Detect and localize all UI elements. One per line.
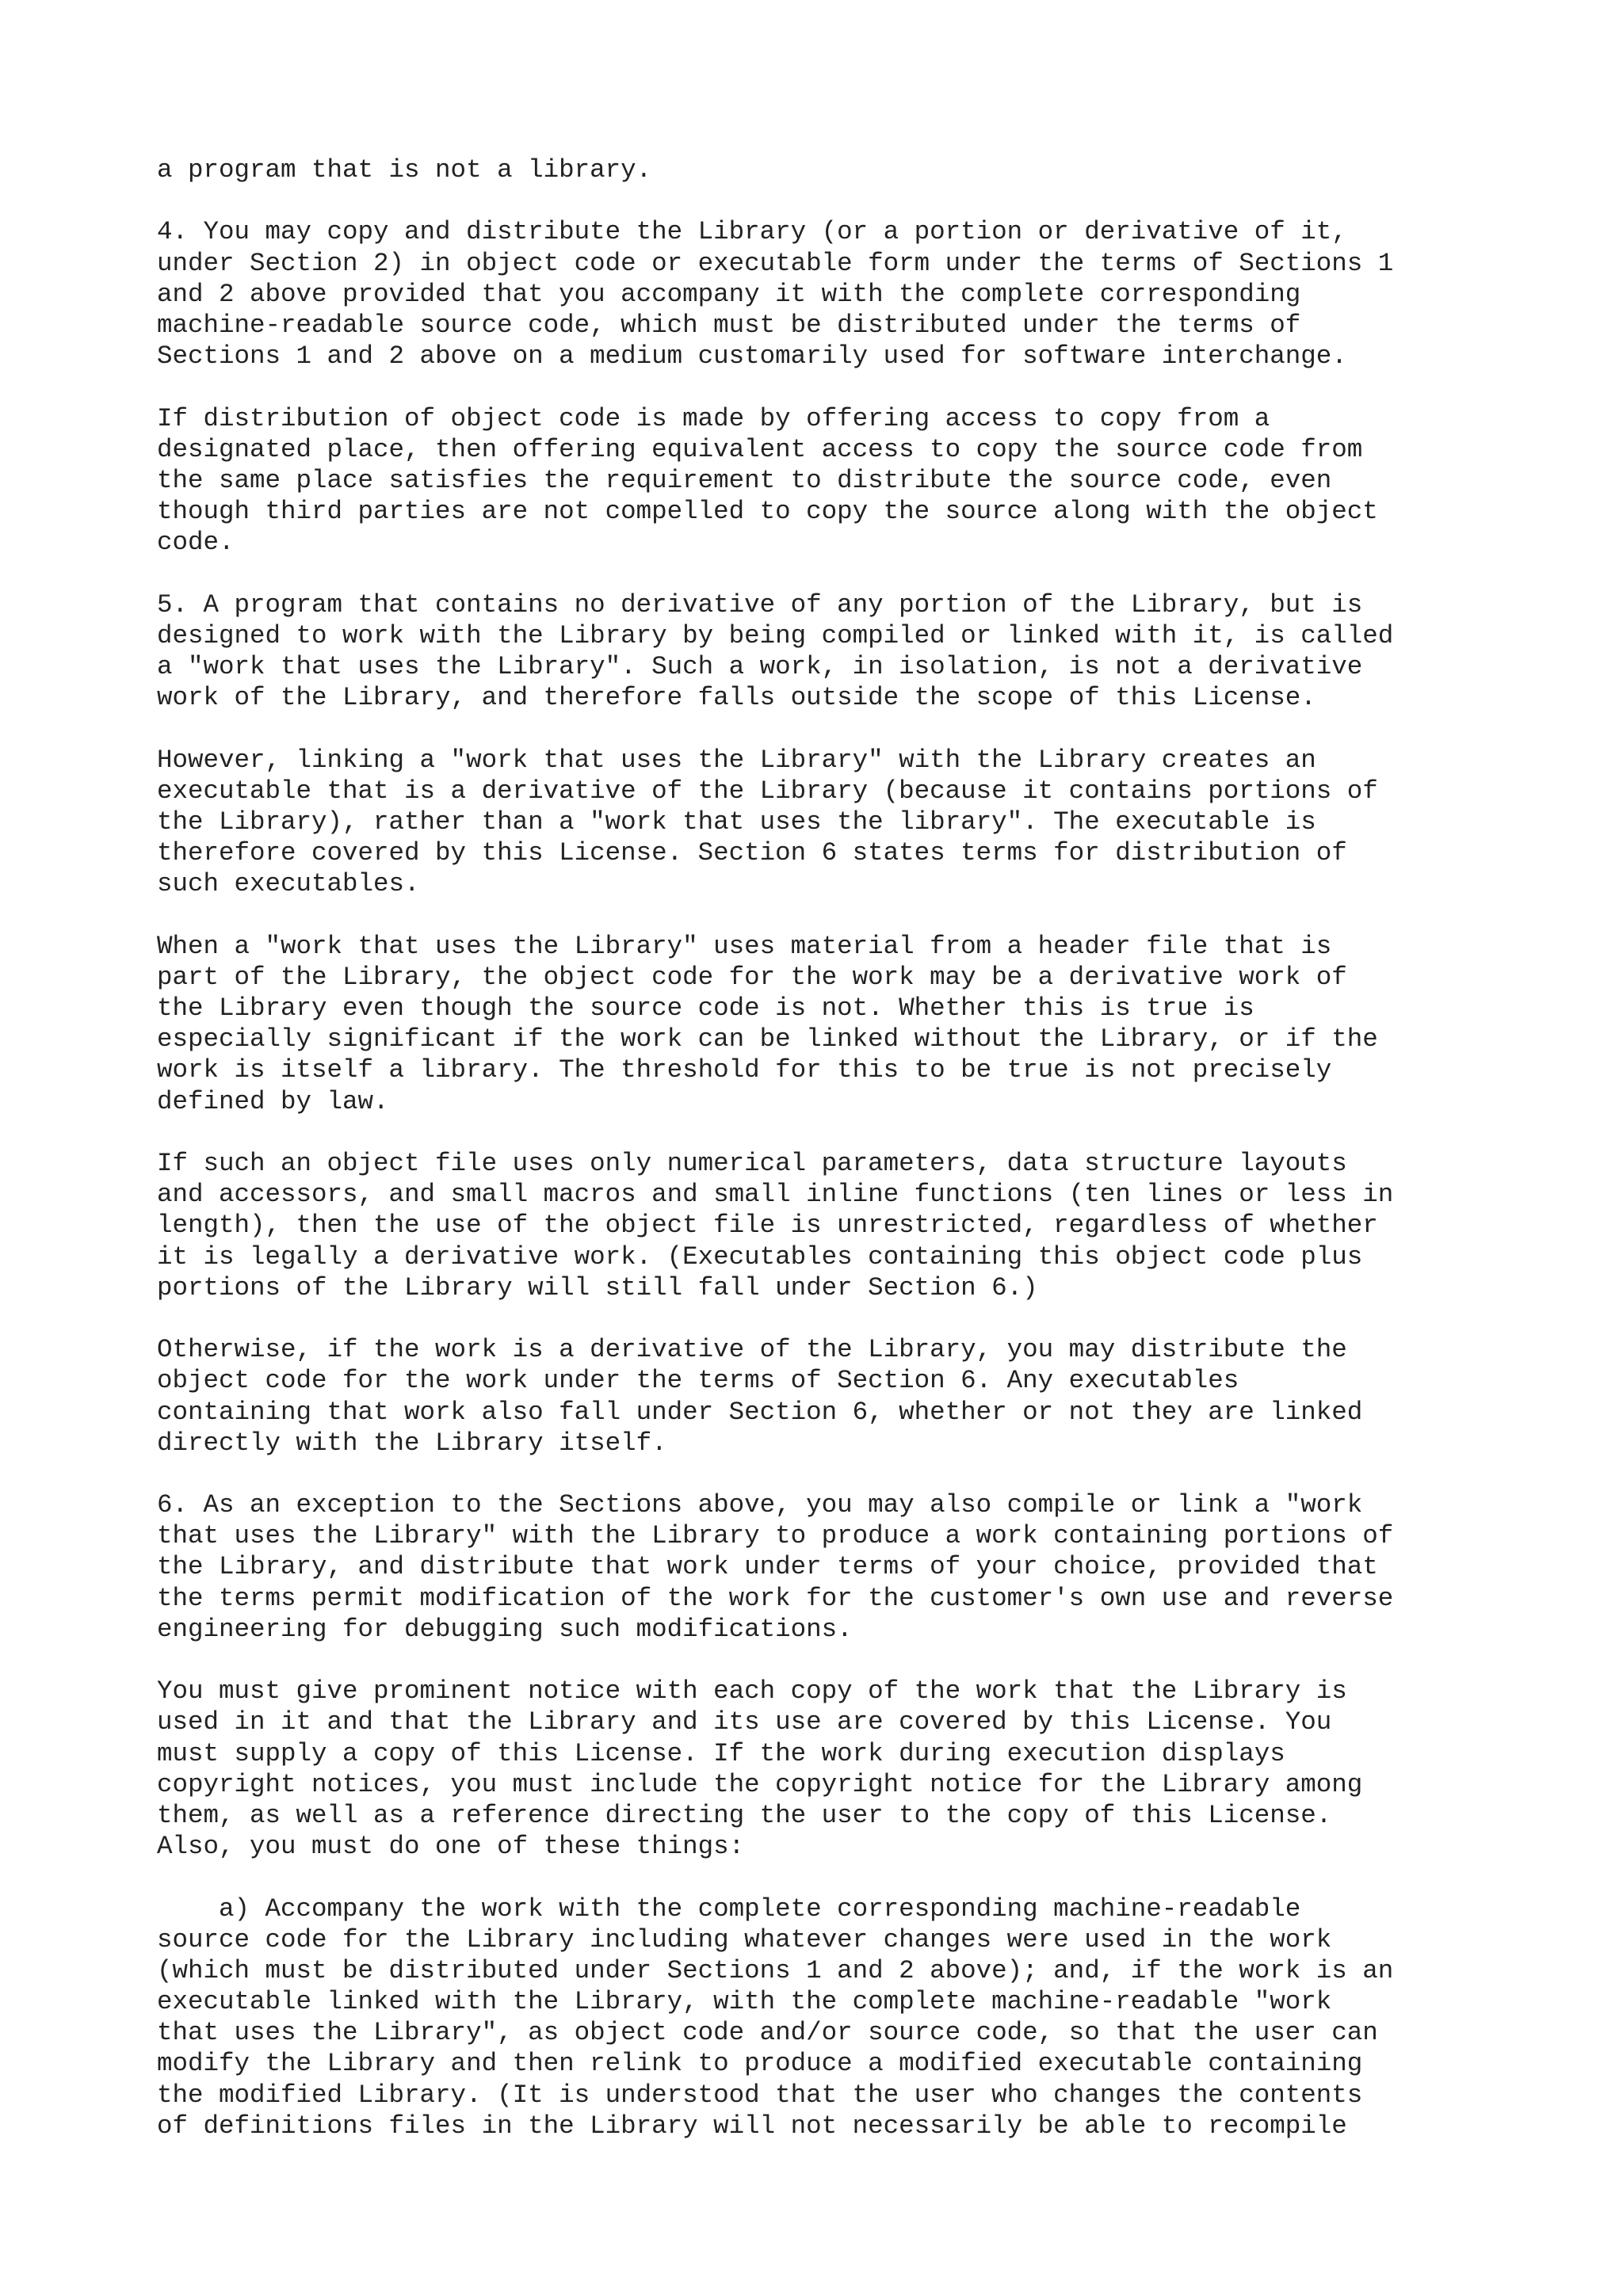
text-line: the Library), rather than a "work that uses the library". The executable is: [157, 807, 1316, 837]
text-line: Otherwise, if the work is a derivative of the Library, you may distribute the: [157, 1335, 1347, 1365]
paragraph: [157, 216, 1520, 372]
text-line: that uses the Library" with the Library to produce a work containing portions of: [157, 1521, 1394, 1551]
text-line: the modified Library. (It is understood that the user who changes the contents: [157, 2080, 1363, 2110]
text-line: object code for the work under the terms of Section 6. Any executables: [157, 1366, 1239, 1396]
text-line: that uses the Library", as object code and/or source code, so that the user can: [157, 2018, 1378, 2048]
text-line: used in it and that the Library and its use are covered by this License. You: [157, 1707, 1332, 1737]
paragraph: [157, 154, 1520, 185]
text-line: However, linking a "work that uses the Library" with the Library creates an: [157, 745, 1316, 775]
text-line: them, as well as a reference directing the user to the copy of this License.: [157, 1800, 1332, 1830]
text-line: If distribution of object code is made by offering access to copy from a: [157, 403, 1270, 433]
text-line: a) Accompany the work with the complete corresponding machine-readable: [157, 1894, 1301, 1924]
text-line: work is itself a library. The threshold for this to be true is not precisely: [157, 1055, 1332, 1085]
text-line: (which must be distributed under Sections 1 and 2 above); and, if the work is an: [157, 1955, 1394, 1985]
text-line: designed to work with the Library by being compiled or linked with it, is called: [157, 620, 1394, 650]
text-line: the terms permit modification of the work for the customer's own use and reverse: [157, 1583, 1394, 1613]
paragraph: [157, 589, 1520, 714]
paragraph: [157, 1148, 1520, 1303]
paragraph: [157, 1676, 1520, 1862]
text-line: and 2 above provided that you accompany it with the complete corresponding: [157, 279, 1301, 309]
text-line: such executables.: [157, 869, 420, 899]
text-line: and accessors, and small macros and small inline functions (ten lines or less in: [157, 1180, 1394, 1210]
text-line: length), then the use of the object file is unrestricted, regardless of whether: [157, 1211, 1378, 1241]
paragraph: [157, 1894, 1520, 2142]
text-line: the Library even though the source code is not. Whether this is true is: [157, 994, 1254, 1024]
text-line: must supply a copy of this License. If the work during execution displays: [157, 1738, 1285, 1768]
text-line: though third parties are not compelled to copy the source along with the object: [157, 497, 1378, 527]
text-line: it is legally a derivative work. (Executables containing this object code plus: [157, 1241, 1363, 1272]
text-line: modify the Library and then relink to produce a modified executable containing: [157, 2049, 1363, 2079]
text-line: You must give prominent notice with each copy of the work that the Library is: [157, 1676, 1347, 1707]
text-line: 4. You may copy and distribute the Library (or a portion or derivative of it,: [157, 217, 1347, 247]
text-line: copyright notices, you must include the copyright notice for the Library among: [157, 1769, 1363, 1799]
paragraph: [157, 745, 1520, 900]
text-line: a program that is not a library.: [157, 155, 652, 185]
text-line: Sections 1 and 2 above on a medium customarily used for software interchange.: [157, 341, 1347, 372]
text-line: therefore covered by this License. Section 6 states terms for distribution of: [157, 838, 1347, 868]
text-line: If such an object file uses only numerical parameters, data structure layouts: [157, 1149, 1347, 1178]
text-line: part of the Library, the object code for the work may be a derivative work of: [157, 962, 1347, 992]
text-line: work of the Library, and therefore falls outside the scope of this License.: [157, 683, 1316, 713]
text-line: executable linked with the Library, with the complete machine-readable "work: [157, 1987, 1332, 2017]
text-line: When a "work that uses the Library" uses material from a header file that is: [157, 931, 1332, 961]
paragraph: [157, 403, 1520, 559]
text-line: 6. As an exception to the Sections above, you may also compile or link a "work: [157, 1490, 1363, 1520]
text-line: defined by law.: [157, 1086, 389, 1116]
text-line: of definitions files in the Library will not necessarily be able to recompile: [157, 2111, 1347, 2141]
text-line: 5. A program that contains no derivative of any portion of the Library, but is: [157, 589, 1363, 620]
paragraph: [157, 931, 1520, 1117]
text-line: especially significant if the work can be linked without the Library, or if the: [157, 1024, 1378, 1055]
license-text-body: [157, 154, 1520, 2172]
text-line: the same place satisfies the requirement to distribute the source code, even: [157, 465, 1332, 495]
text-line: the Library, and distribute that work under terms of your choice, provided that: [157, 1552, 1378, 1582]
text-line: engineering for debugging such modifications.: [157, 1614, 853, 1644]
text-line: machine-readable source code, which must be distributed under the terms of: [157, 310, 1301, 340]
text-line: designated place, then offering equivalent access to copy the source code from: [157, 434, 1363, 464]
text-line: containing that work also fall under Section 6, whether or not they are linked: [157, 1397, 1363, 1427]
text-line: code.: [157, 528, 235, 558]
text-line: under Section 2) in object code or executable form under the terms of Sections 1: [157, 248, 1394, 278]
paragraph: [157, 1489, 1520, 1645]
text-line: portions of the Library will still fall under Section 6.): [157, 1272, 1038, 1302]
paragraph: [157, 1334, 1520, 1459]
text-line: Also, you must do one of these things:: [157, 1832, 745, 1862]
text-line: executable that is a derivative of the Library (because it contains portions of: [157, 776, 1378, 806]
text-line: a "work that uses the Library". Such a work, in isolation, is not a derivative: [157, 652, 1363, 681]
text-line: source code for the Library including whatever changes were used in the work: [157, 1924, 1332, 1955]
text-line: directly with the Library itself.: [157, 1428, 667, 1458]
